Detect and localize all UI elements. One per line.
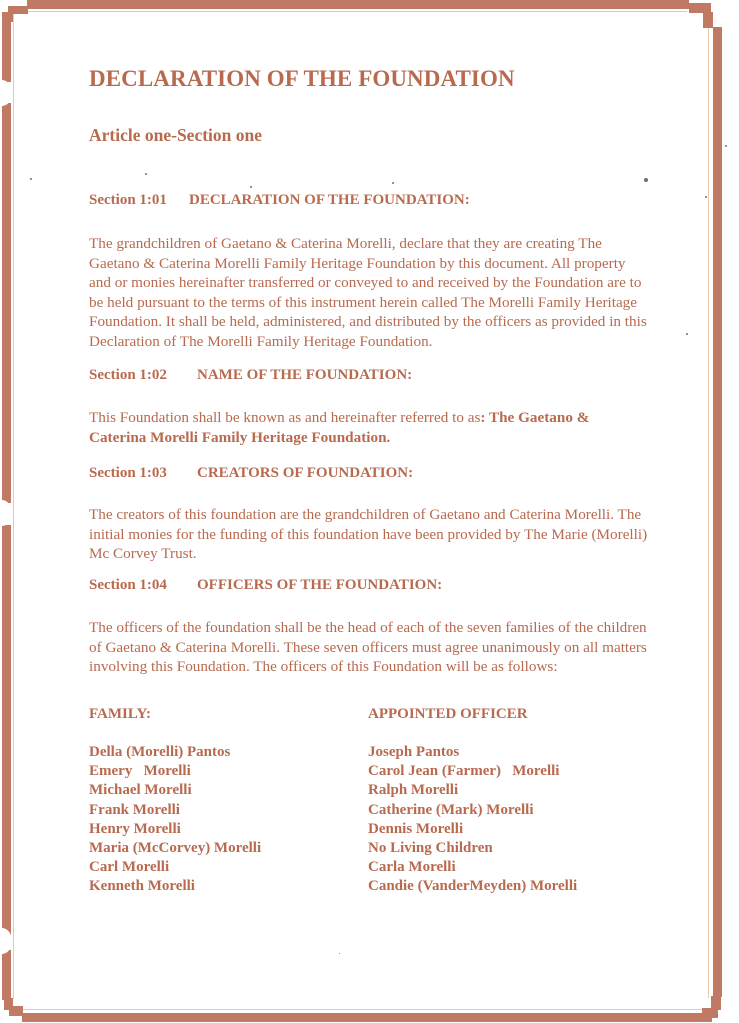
border-left	[2, 950, 11, 1000]
scan-speck	[145, 173, 147, 175]
family-list	[89, 743, 261, 897]
section-1-02-heading	[89, 367, 412, 384]
section-1-03-paragraph: The creators of this foundation are the grandchildren of Gaetano and Caterina Morelli. The initial monies for the funding of this foundation have been provided by The Marie (Morelli) Mc Corvey Trust.	[89, 506, 648, 563]
officer-column-heading: APPOINTED OFFICER	[368, 706, 528, 722]
document-title: DECLARATION OF THE FOUNDATION	[89, 66, 515, 91]
family-column-heading: FAMILY:	[89, 706, 151, 722]
border-top	[27, 0, 689, 9]
family-name: Della (Morelli) Pantos	[89, 744, 231, 760]
section-title: NAME OF THE FOUNDATION:	[197, 367, 413, 383]
border-bottom-inner-line	[22, 1009, 710, 1010]
family-name: Henry Morelli	[89, 820, 181, 837]
family-name: Kenneth Morelli	[89, 878, 195, 895]
officer-name: Joseph Pantos	[368, 744, 460, 760]
section-title: DECLARATION OF THE FOUNDATION:	[189, 192, 470, 208]
section-title: OFFICERS OF THE FOUNDATION:	[197, 577, 443, 593]
border-left	[2, 22, 11, 82]
border-left	[2, 525, 11, 935]
section-number: Section 1:04	[89, 577, 167, 593]
section-1-01-heading	[89, 192, 470, 209]
officer-name: Carla Morelli	[368, 859, 456, 876]
family-name: Maria (McCorvey) Morelli	[89, 840, 262, 857]
scan-speck	[686, 333, 688, 335]
family-name: Emery Morelli	[89, 763, 191, 780]
scan-speck	[30, 178, 32, 180]
officer-name: Ralph Morelli	[368, 782, 459, 799]
border-bottom	[22, 1013, 712, 1022]
border-right-inner-line	[708, 28, 709, 998]
officer-name: No Living Children	[368, 840, 493, 857]
scan-speck	[644, 178, 648, 182]
scan-speck	[705, 196, 707, 198]
paragraph-text: This Foundation shall be known as and hereinafter referred to as	[89, 409, 481, 426]
border-left-inner-line	[13, 14, 14, 999]
scan-speck	[725, 145, 727, 147]
article-heading: Article one-Section one	[89, 125, 263, 145]
border-corner-bottom-left-step	[9, 1006, 23, 1016]
family-name: Carl Morelli	[89, 859, 170, 876]
scan-speck	[339, 953, 340, 954]
officer-name: Carol Jean (Farmer) Morelli	[368, 763, 560, 780]
border-right	[713, 27, 722, 997]
border-left	[2, 103, 11, 503]
family-name: Frank Morelli	[89, 801, 180, 818]
section-1-03-heading	[89, 465, 413, 482]
section-1-01-paragraph: The grandchildren of Gaetano & Caterina Morelli, declare that they are creating The Gaetano & Caterina Morelli Family Heritage Foundation by this document. All property and or monies hereinafter transferred or conveyed to and received by the Foundation are to be held pursuant to the terms of this instrument herein called The Morelli Family Heritage Foundation. It shall be held, administered, and distributed by the officers as provided in this Declaration of The Morelli Family Heritage Foundation.	[89, 235, 647, 350]
section-number: Section 1:01	[89, 192, 167, 208]
scan-speck	[392, 182, 394, 184]
scan-speck	[250, 186, 252, 188]
section-number: Section 1:02	[89, 367, 167, 383]
section-1-04-heading	[89, 577, 442, 594]
family-name: Michael Morelli	[89, 782, 192, 799]
officer-name: Catherine (Mark) Morelli	[368, 801, 534, 818]
binding-hole	[0, 500, 12, 526]
section-title: CREATORS OF FOUNDATION:	[197, 465, 414, 481]
section-number: Section 1:03	[89, 465, 167, 481]
section-1-02-paragraph	[89, 408, 649, 447]
officer-list	[368, 743, 577, 897]
border-top-inner-line	[27, 11, 687, 12]
section-1-04-paragraph: The officers of the foundation shall be the head of each of the seven families of the children of Gaetano & Caterina Morelli. These seven officers must agree unanimously on all matters involving this Foundation. The officers of this Foundation will be as follows:	[89, 619, 647, 676]
foundation-name: : The Gaetano & Caterina Morelli Family Heritage Foundation.	[89, 409, 590, 446]
officer-name: Candie (VanderMeyden) Morelli	[368, 878, 578, 895]
officer-name: Dennis Morelli	[368, 820, 464, 837]
border-corner-top-right-step	[703, 12, 713, 28]
border-corner-bottom-right-step	[702, 1008, 718, 1018]
